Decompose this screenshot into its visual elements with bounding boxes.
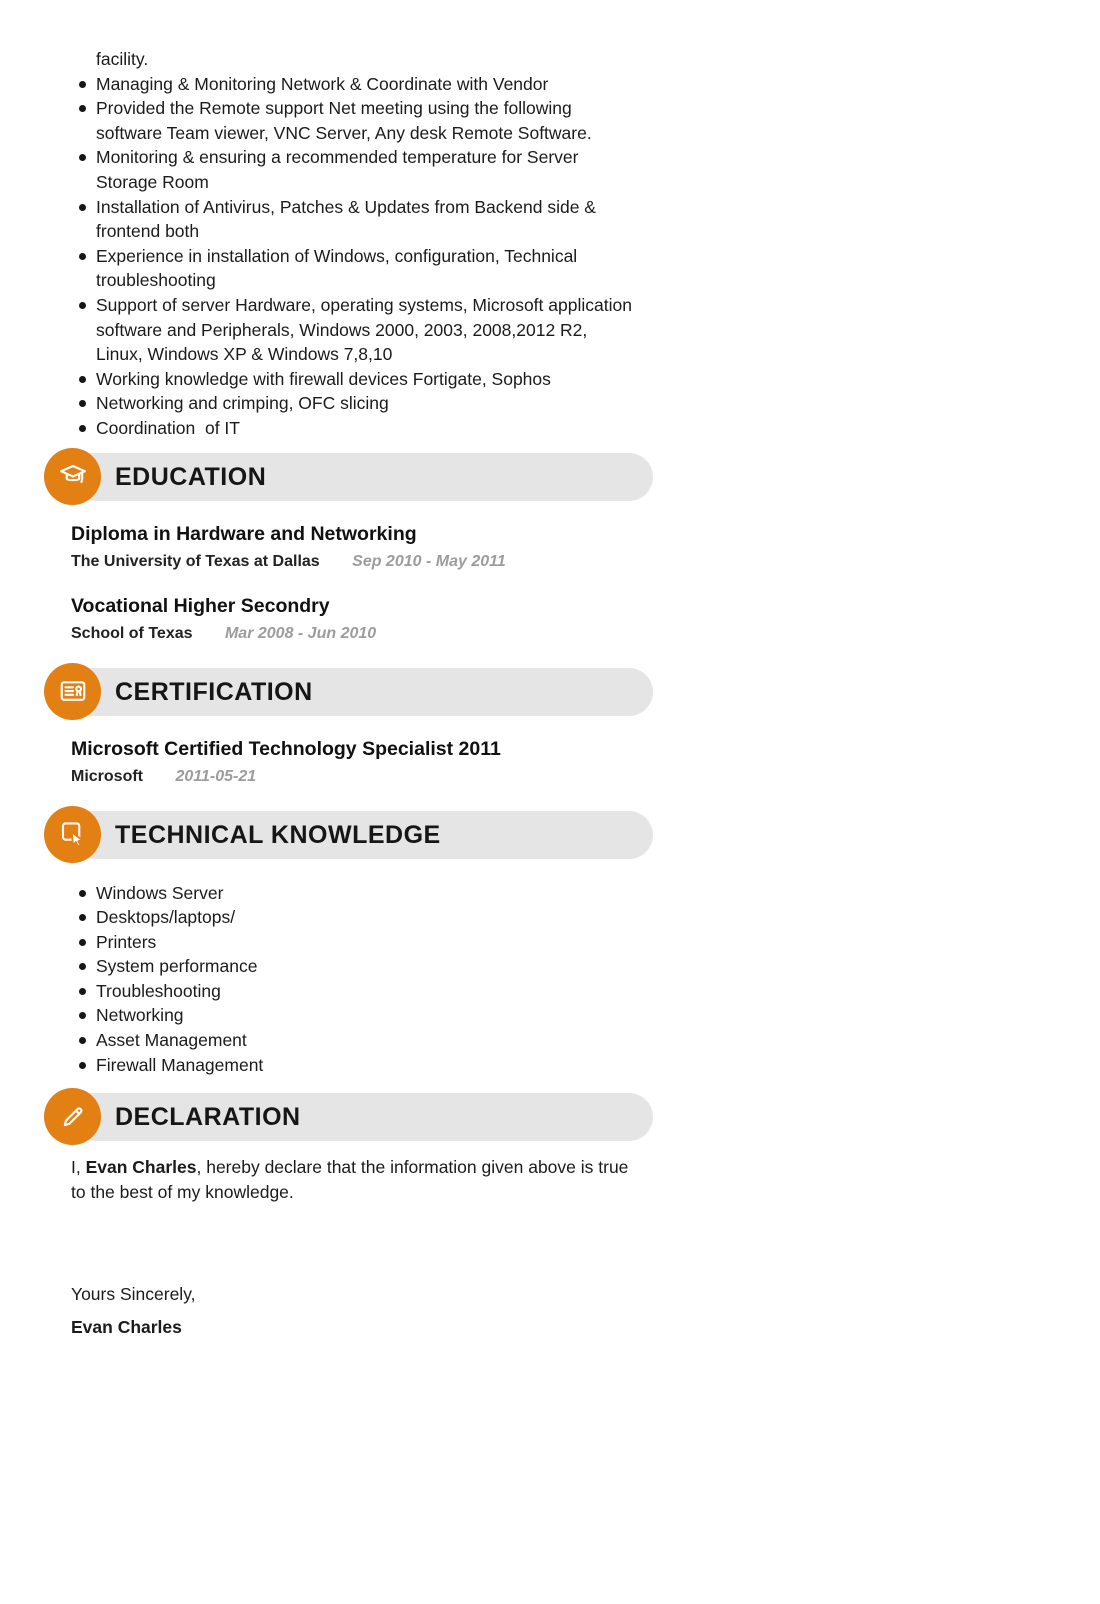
technical-knowledge-item: Firewall Management bbox=[78, 1053, 632, 1078]
closing-line: Yours Sincerely, bbox=[71, 1284, 196, 1305]
certification-entry bbox=[71, 737, 1100, 788]
declaration-text-prefix: I, bbox=[71, 1157, 86, 1178]
declaration-name: Evan Charles bbox=[85, 1157, 197, 1178]
experience-bullet: Installation of Antivirus, Patches & Updates from Backend side & frontend both bbox=[78, 195, 632, 244]
technical-knowledge-item: Desktops/laptops/ bbox=[78, 905, 632, 930]
experience-bullet-list bbox=[78, 72, 637, 441]
signature-name: Evan Charles bbox=[71, 1317, 182, 1338]
technical-knowledge-item: Printers bbox=[78, 930, 632, 955]
cursor-click-icon bbox=[44, 806, 101, 863]
experience-bullet: Experience in installation of Windows, configuration, Technical troubleshooting bbox=[78, 244, 632, 293]
technical-knowledge-item: System performance bbox=[78, 954, 632, 979]
certification-entry-meta bbox=[71, 765, 1100, 788]
experience-bullet: Provided the Remote support Net meeting using the following software Team viewer, VNC Server, Any desk Remote Software. bbox=[78, 96, 632, 145]
technical-knowledge-list bbox=[78, 881, 632, 1078]
education-entry-org: School of Texas bbox=[71, 624, 193, 642]
section-title-education: EDUCATION bbox=[115, 462, 267, 491]
experience-bullet: Coordination of IT bbox=[78, 416, 632, 441]
declaration-text bbox=[71, 1155, 639, 1205]
technical-knowledge-item: Windows Server bbox=[78, 881, 632, 906]
certification-entry-title: Microsoft Certified Technology Specialist 2011 bbox=[71, 737, 501, 760]
technical-knowledge-item: Networking bbox=[78, 1003, 632, 1028]
education-entry-meta bbox=[71, 550, 1100, 573]
section-header-technical-knowledge bbox=[0, 811, 1100, 859]
section-header-declaration bbox=[0, 1093, 1100, 1141]
technical-knowledge-item: Asset Management bbox=[78, 1028, 632, 1053]
education-entry-dates: Sep 2010 - May 2011 bbox=[352, 552, 506, 570]
experience-bullet: Working knowledge with firewall devices Fortigate, Sophos bbox=[78, 367, 632, 392]
education-entry-meta bbox=[71, 622, 1100, 645]
section-header-certification bbox=[0, 668, 1100, 716]
experience-bullet: Networking and crimping, OFC slicing bbox=[78, 391, 632, 416]
declaration-text-suffix: , hereby declare that the information given above is true to the best of my knowledge. bbox=[71, 1157, 629, 1203]
education-entry-org: The University of Texas at Dallas bbox=[71, 552, 320, 570]
certification-entry-org: Microsoft bbox=[71, 767, 143, 785]
section-title-technical-knowledge: TECHNICAL KNOWLEDGE bbox=[115, 820, 441, 849]
education-entry-title: Diploma in Hardware and Networking bbox=[71, 522, 417, 545]
education-entry-dates: Mar 2008 - Jun 2010 bbox=[224, 624, 377, 642]
pencil-icon bbox=[44, 1088, 101, 1145]
experience-bullet-continuation: facility. bbox=[96, 49, 149, 69]
section-title-certification: CERTIFICATION bbox=[115, 677, 313, 706]
technical-knowledge-item: Troubleshooting bbox=[78, 979, 632, 1004]
graduation-cap-icon bbox=[44, 448, 101, 505]
experience-bullet: Managing & Monitoring Network & Coordinate with Vendor bbox=[78, 72, 632, 97]
experience-bullet: Support of server Hardware, operating systems, Microsoft application software and Peripherals, Windows 2000, 2003, 2008,2012 R2, Linux, Windows XP & Windows 7,8,10 bbox=[78, 293, 632, 367]
section-title-declaration: DECLARATION bbox=[115, 1103, 301, 1132]
education-entry bbox=[71, 594, 1100, 645]
section-header-education bbox=[0, 453, 1100, 501]
education-entry bbox=[71, 522, 1100, 573]
experience-bullet: Monitoring & ensuring a recommended temperature for Server Storage Room bbox=[78, 145, 632, 194]
certification-entry-dates: 2011-05-21 bbox=[175, 767, 257, 785]
certificate-icon bbox=[44, 663, 101, 720]
education-entry-title: Vocational Higher Secondry bbox=[71, 594, 330, 617]
resume-page bbox=[0, 47, 1100, 1604]
